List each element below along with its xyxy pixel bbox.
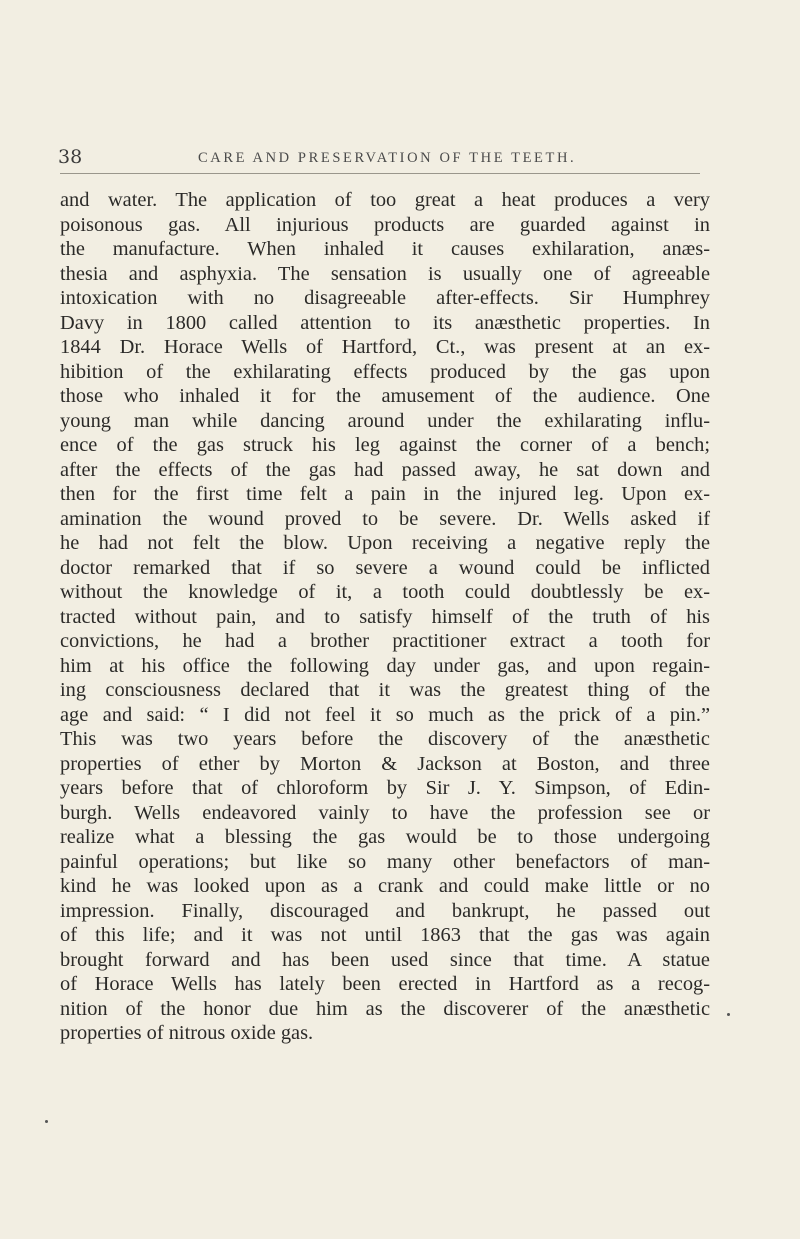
- text-line: poisonous gas. All injurious products are guarded against in: [60, 213, 710, 236]
- text-line: hibition of the exhilarating effects produced by the gas upon: [60, 360, 710, 383]
- text-line: realize what a blessing the gas would be to those undergoing: [60, 826, 710, 848]
- text-line: young man while dancing around under the exhilarating influ-: [60, 409, 710, 432]
- text-line: Davy in 1800 called attention to its anæsthetic properties. In: [60, 311, 710, 334]
- text-line: 1844 Dr. Horace Wells of Hartford, Ct., was present at an ex-: [60, 336, 710, 358]
- text-line: ing consciousness declared that it was the greatest thing of the: [60, 679, 710, 701]
- text-line: intoxication with no disagreeable after-effects. Sir Humphrey: [60, 287, 710, 309]
- text-line: thesia and asphyxia. The sensation is usually one of agreeable: [60, 262, 710, 285]
- text-line: him at his office the following day under gas, and upon regain-: [60, 654, 710, 677]
- text-line: he had not felt the blow. Upon receiving a negative reply the: [60, 532, 710, 554]
- text-line: without the knowledge of it, a tooth could doubtlessly be ex-: [60, 581, 710, 603]
- text-line: kind he was looked upon as a crank and could make little or no: [60, 875, 710, 897]
- text-line: then for the first time felt a pain in the injured leg. Upon ex-: [60, 483, 710, 505]
- text-line: painful operations; but like so many other benefactors of man-: [60, 850, 710, 873]
- text-line: after the effects of the gas had passed away, he sat down and: [60, 458, 710, 481]
- text-line: impression. Finally, discouraged and bankrupt, he passed out: [60, 899, 710, 922]
- text-line: age and said: “ I did not feel it so much as the prick of a pin.”: [60, 703, 710, 726]
- margin-mark: [45, 1120, 48, 1123]
- text-line: properties of ether by Morton & Jackson at Boston, and three: [60, 752, 710, 775]
- text-line: nition of the honor due him as the discoverer of the anæsthetic: [60, 997, 710, 1020]
- text-line: This was two years before the discovery of the anæsthetic: [60, 728, 710, 750]
- text-line: the manufacture. When inhaled it causes exhilaration, anæs-: [60, 238, 710, 260]
- header-rule: [60, 173, 700, 174]
- text-line: convictions, he had a brother practitioner extract a tooth for: [60, 630, 710, 652]
- text-line: years before that of chloroform by Sir J. Y. Simpson, of Edin-: [60, 777, 710, 799]
- text-line: doctor remarked that if so severe a wound could be inflicted: [60, 556, 710, 579]
- margin-mark: [727, 1013, 730, 1016]
- running-head: CARE AND PRESERVATION OF THE TEETH.: [198, 150, 577, 166]
- text-line: properties of nitrous oxide gas.: [60, 1022, 314, 1044]
- text-line: and water. The application of too great a heat produces a very: [60, 189, 710, 211]
- text-line: ence of the gas struck his leg against the corner of a bench;: [60, 434, 710, 456]
- page-header: [58, 146, 698, 168]
- text-line: those who inhaled it for the amusement of the audience. One: [60, 385, 710, 407]
- text-line: of this life; and it was not until 1863 that the gas was again: [60, 924, 710, 946]
- text-line: of Horace Wells has lately been erected in Hartford as a recog-: [60, 973, 710, 995]
- body-paragraph: [60, 188, 710, 1046]
- text-line: amination the wound proved to be severe. Dr. Wells asked if: [60, 507, 710, 530]
- text-line: tracted without pain, and to satisfy himself of the truth of his: [60, 605, 710, 628]
- page-number: 38: [58, 146, 83, 168]
- text-line: burgh. Wells endeavored vainly to have the profession see or: [60, 801, 710, 824]
- text-line: brought forward and has been used since that time. A statue: [60, 948, 710, 971]
